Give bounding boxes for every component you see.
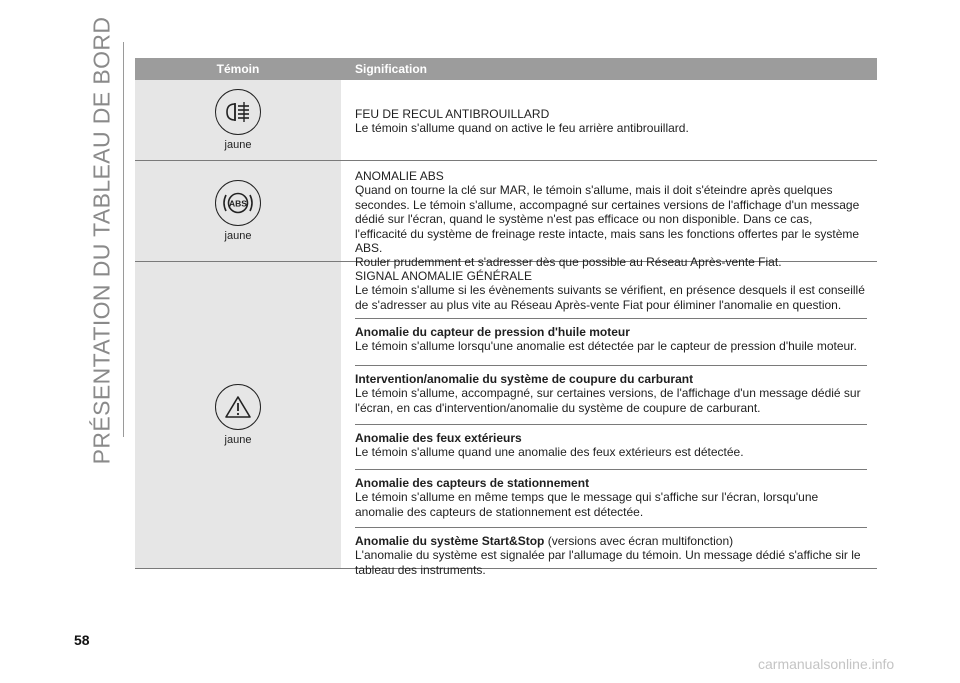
sub-section (355, 319, 867, 366)
header-signification: Signification (355, 62, 427, 76)
page-number: 58 (74, 632, 90, 648)
section-side-title-text: PRÉSENTATION DU TABLEAU DE BORD (88, 16, 115, 464)
row-text: Le témoin s'allume quand on active le feu arrière antibrouillard. (355, 121, 689, 136)
sub-heading: Anomalie du capteur de pression d'huile moteur (355, 325, 630, 339)
sub-section (355, 366, 867, 425)
row-title: FEU DE RECUL ANTIBROUILLARD (355, 107, 550, 121)
icon-color-label: jaune (224, 230, 252, 242)
row-text-advice: Rouler prudemment et s'adresser dès que possible au Réseau Après-vente Fiat. (355, 255, 782, 270)
sub-heading: Anomalie du système Start&Stop (355, 534, 545, 548)
table-row (135, 262, 877, 577)
row-title: ANOMALIE ABS (355, 169, 444, 183)
icon-cell (135, 80, 341, 160)
icon-cell (135, 262, 341, 568)
signification-cell (341, 161, 877, 270)
icon-cell (135, 161, 341, 261)
section-side-title (82, 16, 122, 464)
rear-fog-light-icon (215, 89, 261, 135)
sub-heading-note: (versions avec écran multifonction) (547, 534, 734, 548)
signification-cell (341, 80, 877, 160)
svg-text:ABS: ABS (229, 198, 247, 209)
abs-icon (215, 180, 261, 226)
warning-triangle-icon (215, 384, 261, 430)
sub-section (355, 269, 867, 319)
sub-text: Le témoin s'allume lorsqu'une anomalie est détectée par le capteur de pression d'huile moteur. (355, 339, 857, 354)
sub-heading: Anomalie des capteurs de stationnement (355, 476, 590, 490)
icon-color-label: jaune (224, 434, 252, 446)
row-text: Le témoin s'allume si les évènements suivants se vérifient, en présence desquels il est conseillé de s'adresser au plus vite au Réseau Après-vente Fiat pour éliminer l'anomalie en question. (355, 283, 865, 312)
signification-cell (341, 262, 877, 577)
row-title: SIGNAL ANOMALIE GÉNÉRALE (355, 269, 532, 283)
sub-heading: Intervention/anomalie du système de coupure du carburant (355, 372, 694, 386)
sub-section (355, 470, 867, 528)
table-row (135, 80, 877, 161)
row-text: Quand on tourne la clé sur MAR, le témoin s'allume, mais il doit s'éteindre après quelques secondes. Le témoin s'allume, accompagné sur certaines versions de l'affichage d'un message dédié sur l'écran, quand le système n'est pas efficace ou non disponible. Dans ce cas, l'efficacité du système de freinage reste intacte, mais sans les fonctions offertes par le système ABS. (355, 183, 860, 256)
sub-section (355, 425, 867, 470)
sub-text: Le témoin s'allume, accompagné, sur certaines versions, de l'affichage d'un message dédié sur l'écran, en cas d'intervention/anomalie du système de coupure de carburant. (355, 386, 861, 415)
sub-text: Le témoin s'allume en même temps que le message qui s'affiche sur l'écran, lorsqu'une anomalie des capteurs de stationnement est détectée. (355, 490, 819, 519)
sub-heading: Anomalie des feux extérieurs (355, 431, 522, 445)
sub-text: L'anomalie du système est signalée par l'allumage du témoin. Un message dédié s'affiche sir le tableau des instruments. (355, 548, 861, 577)
side-divider (123, 42, 124, 437)
table-row (135, 161, 877, 270)
sub-text: Le témoin s'allume quand une anomalie des feux extérieurs est détectée. (355, 445, 744, 460)
header-temoin: Témoin (216, 62, 260, 76)
sub-section (355, 528, 867, 577)
table-header (135, 58, 877, 80)
warning-light-table (135, 58, 877, 577)
watermark: carmanualsonline.info (758, 656, 895, 672)
icon-color-label: jaune (224, 139, 252, 151)
